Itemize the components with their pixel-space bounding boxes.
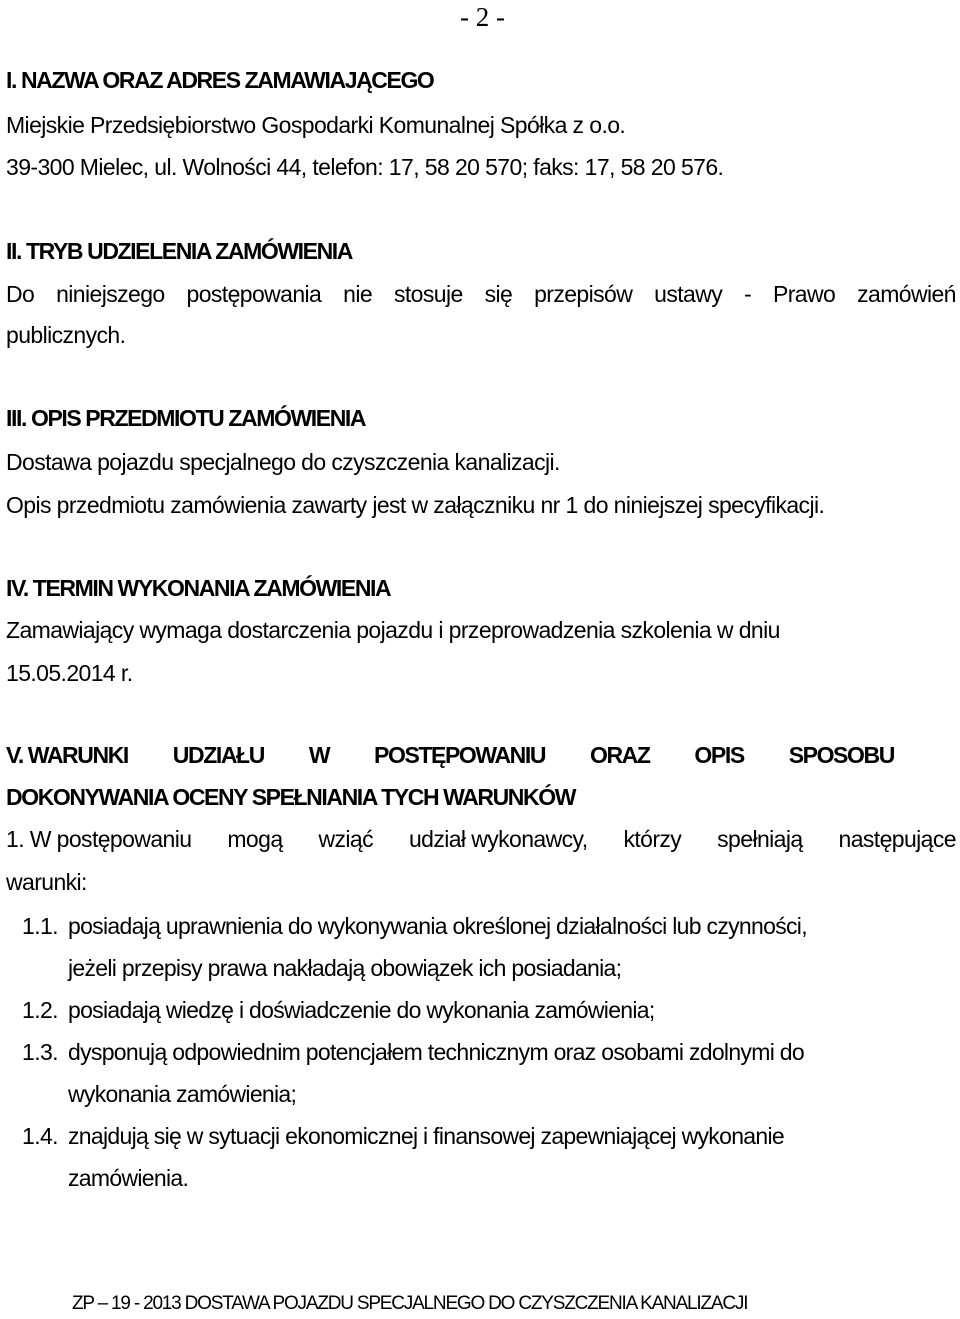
section-5-heading-line-2: DOKONYWANIA OCENY SPEŁNIANIA TYCH WARUNKÓW: [6, 784, 576, 810]
list-item-text: posiadają uprawnienia do wykonywania określonej działalności lub czynności,: [68, 913, 807, 939]
list-item-number: 1.4.: [22, 1123, 58, 1149]
subject-description: Dostawa pojazdu specjalnego do czyszczenia kanalizacji.: [6, 449, 560, 475]
word: przepisów: [534, 281, 633, 307]
word: wziąć: [318, 826, 373, 852]
word: V. WARUNKI: [6, 742, 128, 768]
section-3-heading: III. OPIS PRZEDMIOTU ZAMÓWIENIA: [6, 405, 366, 431]
word: ustawy: [654, 281, 723, 307]
word: -: [744, 281, 752, 307]
list-item-text: dysponują odpowiednim potencjałem technicznym oraz osobami zdolnymi do: [68, 1039, 804, 1065]
list-item-text: jeżeli przepisy prawa nakładają obowiązek ich posiadania;: [68, 955, 622, 981]
list-item-number: 1.2.: [22, 997, 58, 1023]
list-item-text: wykonania zamówienia;: [68, 1081, 297, 1107]
company-address: 39-300 Mielec, ul. Wolności 44, telefon: 17, 58 20 570; faks: 17, 58 20 576.: [6, 154, 724, 180]
deadline-date: 15.05.2014 r.: [6, 660, 133, 686]
section-2-text-line-1: [6, 279, 956, 309]
section-2-text-line-2: publicznych.: [6, 322, 126, 348]
deadline-text: Zamawiający wymaga dostarczenia pojazdu i przeprowadzenia szkolenia w dniu: [6, 617, 780, 643]
list-item-text: zamówienia.: [68, 1165, 189, 1191]
word: ORAZ: [589, 742, 650, 768]
page-number: - 2 -: [460, 2, 505, 32]
list-item-text: posiadają wiedzę i doświadczenie do wykonania zamówienia;: [68, 997, 655, 1023]
word: stosuje: [393, 281, 463, 307]
word: się: [484, 281, 513, 307]
conditions-intro-line-2: warunki:: [6, 869, 87, 895]
list-item-text: znajdują się w sytuacji ekonomicznej i finansowej zapewniającej wykonanie: [68, 1123, 784, 1149]
word: mogą: [227, 826, 283, 852]
word: którzy: [623, 826, 682, 852]
word: 1. W postępowaniu: [6, 826, 192, 852]
section-4-heading: IV. TERMIN WYKONANIA ZAMÓWIENIA: [6, 575, 391, 601]
word: niniejszego: [56, 281, 165, 307]
section-2-heading: II. TRYB UDZIELENIA ZAMÓWIENIA: [6, 238, 353, 264]
word: Do: [6, 281, 35, 307]
word: nie: [343, 281, 373, 307]
word: następujące: [838, 826, 956, 852]
word: udział wykonawcy,: [408, 826, 588, 852]
word: spełniają: [717, 826, 803, 852]
word: zamówień: [857, 281, 956, 307]
list-item-number: 1.3.: [22, 1039, 58, 1065]
word: POSTĘPOWANIU: [374, 742, 546, 768]
subject-attachment-note: Opis przedmiotu zamówienia zawarty jest w załączniku nr 1 do niniejszej specyfikacji.: [6, 492, 825, 518]
company-name: Miejskie Przedsiębiorstwo Gospodarki Komunalnej Spółka z o.o.: [6, 112, 626, 138]
section-5-heading-line-1: [6, 740, 894, 770]
word: Prawo: [773, 281, 836, 307]
word: SPOSOBU: [788, 742, 894, 768]
section-1-heading: I. NAZWA ORAZ ADRES ZAMAWIAJĄCEGO: [6, 67, 434, 93]
list-item-number: 1.1.: [22, 913, 58, 939]
word: UDZIAŁU: [172, 742, 264, 768]
conditions-intro-line-1: [6, 824, 956, 854]
word: OPIS: [694, 742, 744, 768]
page-footer: ZP – 19 - 2013 DOSTAWA POJAZDU SPECJALNEGO DO CZYSZCZENIA KANALIZACJI: [72, 1293, 748, 1314]
word: W: [308, 742, 330, 768]
word: postępowania: [186, 281, 322, 307]
